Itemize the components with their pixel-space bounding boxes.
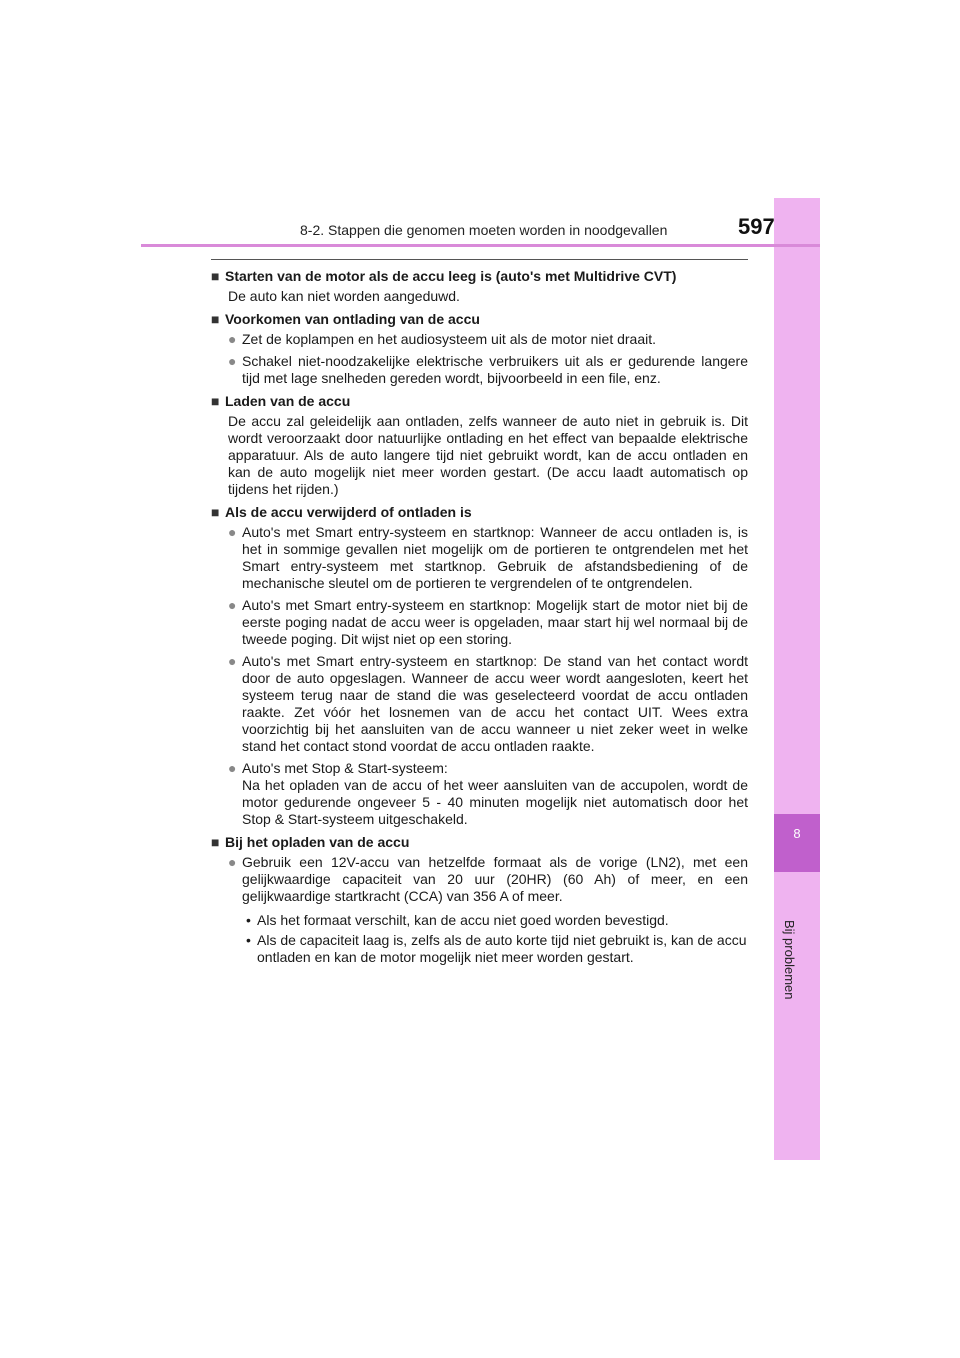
list-item-text: Auto's met Smart entry-systeem en startknop: Mogelijk start de motor niet bij de eerste poging nadat de accu weer is opgeladen, maar start hij wel normaal bij de tweede poging. Dit wijst niet op een storing. xyxy=(242,597,748,647)
sub-list-item xyxy=(242,932,748,966)
page-content xyxy=(211,268,748,966)
list-item xyxy=(228,353,748,387)
paragraph: De auto kan niet worden aangeduwd. xyxy=(228,288,460,304)
dot-bullet-icon: ● xyxy=(228,653,237,669)
dot-bullet-icon: ● xyxy=(228,524,237,540)
list-item xyxy=(228,854,748,905)
chapter-number-tab xyxy=(774,814,820,872)
dot-bullet-icon: ● xyxy=(228,353,237,369)
square-bullet-icon: ■ xyxy=(211,504,220,520)
square-bullet-icon: ■ xyxy=(211,268,220,284)
list-item-text: Zet de koplampen en het audiosysteem uit als de motor niet draait. xyxy=(242,331,657,347)
dot-bullet-icon: ● xyxy=(228,854,237,870)
list-item-text: Auto's met Smart entry-systeem en startknop: Wanneer de accu ontladen is, is het in sommige gevallen niet mogelijk om de portieren te ontgrendelen met het Smart entry-systeem met startknop. Gebruik de afstandsbediening of de mechanische sleutel om de portieren te vergrendelen of te ontgrendelen. xyxy=(242,524,748,591)
dot-bullet-icon: ● xyxy=(228,597,237,613)
list-item-text: Gebruik een 12V-accu van hetzelfde formaat als de vorige (LN2), met een gelijkwaardige capaciteit van 20 uur (20HR) (60 Ah) of meer, en een gelijkwaardige startkracht (CCA) van 356 A of meer. xyxy=(242,854,748,904)
dot-bullet-icon: ● xyxy=(228,760,237,776)
square-bullet-icon: ■ xyxy=(211,311,220,327)
chapter-title: Bij problemen xyxy=(782,920,797,1000)
small-bullet-icon: • xyxy=(246,932,251,948)
section-heading-text: Laden van de accu xyxy=(225,393,351,409)
list-item-heading: Auto's met Stop & Start-systeem: xyxy=(242,760,448,776)
sub-list-item-text: Als de capaciteit laag is, zelfs als de auto korte tijd niet gebruikt is, kan de accu ontladen en kan de motor mogelijk niet meer worden gestart. xyxy=(257,932,747,965)
list-item xyxy=(228,331,748,348)
page-number: 597 xyxy=(738,214,775,239)
paragraph: De accu zal geleidelijk aan ontladen, zelfs wanneer de auto niet in gebruik is. Dit wordt veroorzaakt door natuurlijke ontlading en het effect van bepaalde elektrische apparatuur. Als de auto langere tijd niet gebruikt wordt, kan de accu ontladen en kan de auto mogelijk niet meer worden gestart. (De accu laadt automatisch op tijdens het rijden.) xyxy=(228,413,748,497)
header-section-title: 8-2. Stappen die genomen moeten worden in noodgevallen xyxy=(300,222,668,238)
list-item xyxy=(228,653,748,755)
section-heading-text: Starten van de motor als de accu leeg is (auto's met Multidrive CVT) xyxy=(225,268,677,284)
section-heading-text: Als de accu verwijderd of ontladen is xyxy=(225,504,472,520)
section-heading xyxy=(211,393,748,410)
section-heading xyxy=(211,268,748,285)
list-item-text: Schakel niet-noodzakelijke elektrische verbruikers uit als er gedurende langere tijd met lage snelheden gereden wordt, bijvoorbeeld in een file, enz. xyxy=(242,353,748,386)
square-bullet-icon: ■ xyxy=(211,834,220,850)
small-bullet-icon: • xyxy=(246,912,251,928)
list-item xyxy=(228,760,748,828)
chapter-number: 8 xyxy=(793,826,801,841)
header-divider xyxy=(141,244,820,247)
section-heading xyxy=(211,311,748,328)
section-heading-text: Bij het opladen van de accu xyxy=(225,834,410,850)
sub-list-item xyxy=(242,912,748,929)
section-heading xyxy=(211,504,748,521)
chapter-side-tab xyxy=(774,198,820,1160)
sub-list-item-text: Als het formaat verschilt, kan de accu niet goed worden bevestigd. xyxy=(257,912,669,928)
list-item xyxy=(228,524,748,592)
content-top-rule xyxy=(211,259,748,260)
dot-bullet-icon: ● xyxy=(228,331,237,347)
list-item xyxy=(228,597,748,648)
square-bullet-icon: ■ xyxy=(211,393,220,409)
list-item-text: Auto's met Smart entry-systeem en startknop: De stand van het contact wordt door de auto opgeslagen. Wanneer de accu weer wordt aangesloten, keert het systeem terug naar de stand die was geselecteerd voordat de accu ontladen raakte. Zet vóór het losnemen van de accu het contact UIT. Wees extra voorzichtig bij het aansluiten van de accu wanneer u niet zeker weet in welke stand het contact stond voordat de accu ontladen raakte. xyxy=(242,653,748,754)
list-item-body xyxy=(242,760,748,828)
section-heading xyxy=(211,834,748,851)
list-item-text: Na het opladen van de accu of het weer aansluiten van de accupolen, wordt de motor gedurende ongeveer 5 - 40 minuten mogelijk niet automatisch door het Stop & Start-systeem uitgeschakeld. xyxy=(242,777,748,827)
section-heading-text: Voorkomen van ontlading van de accu xyxy=(225,311,480,327)
